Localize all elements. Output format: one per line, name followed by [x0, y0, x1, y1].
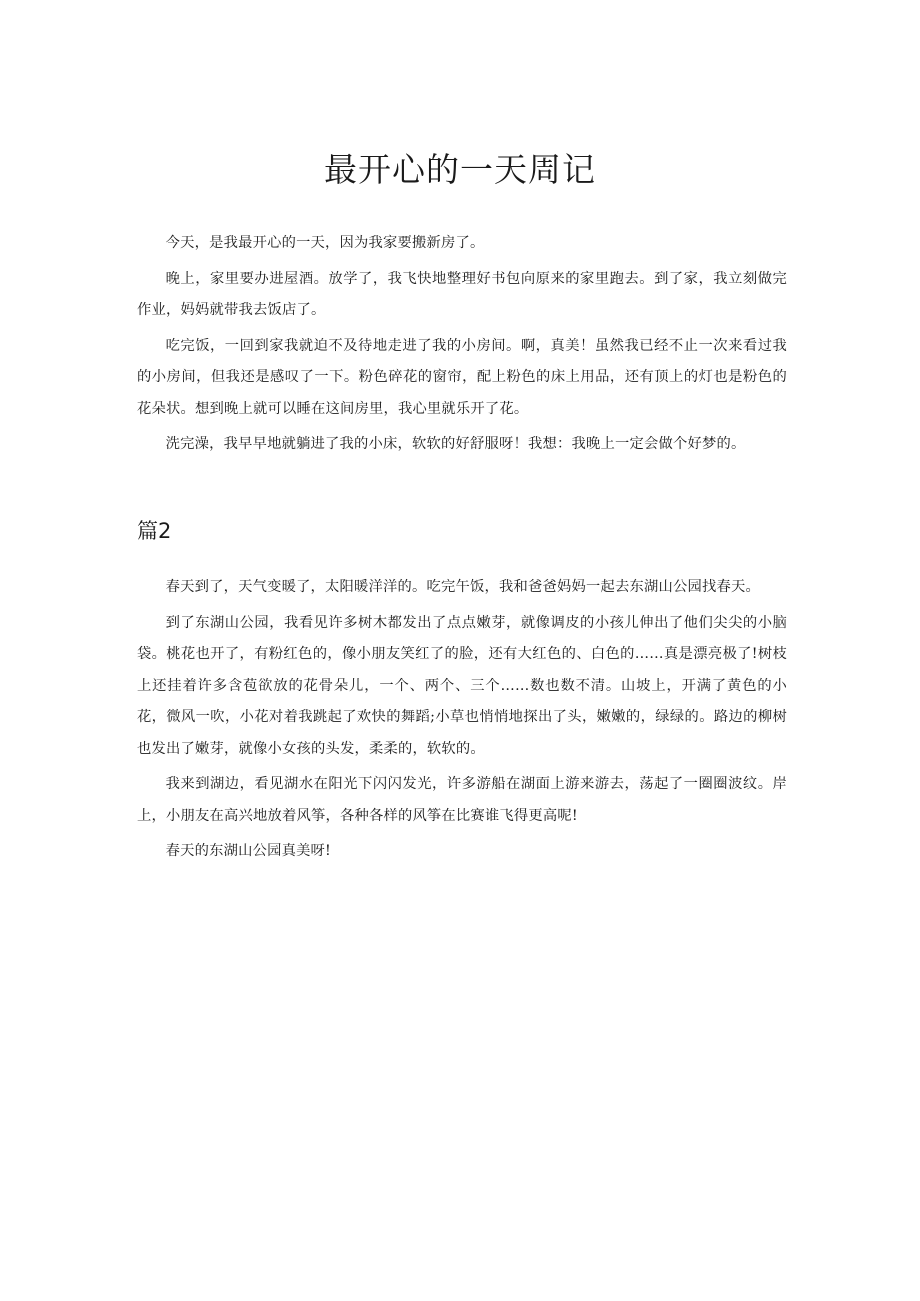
part2-heading: 篇2: [137, 519, 172, 543]
part1-body: [137, 228, 787, 461]
paragraph: 洗完澡，我早早地就躺进了我的小床，软软的好舒服呀！我想：我晚上一定会做个好梦的。: [165, 436, 746, 452]
part2-body: [137, 572, 787, 868]
paragraph: 我来到湖边，看见湖水在阳光下闪闪发光，许多游船在湖面上游来游去，荡起了一圈圈波纹。岸上，小朋友在高兴地放着风筝，各种各样的风筝在比赛谁飞得更高呢!: [137, 776, 787, 824]
paragraph: 今天，是我最开心的一天，因为我家要搬新房了。: [165, 235, 485, 251]
paragraph: 晚上，家里要办进屋酒。放学了，我飞快地整理好书包向原来的家里跑去。到了家，我立刻做完作业，妈妈就带我去饭店了。: [137, 270, 787, 318]
document-title: 最开心的一天周记: [324, 150, 596, 189]
paragraph: 春天到了，天气变暖了，太阳暖洋洋的。吃完午饭，我和爸爸妈妈一起去东湖山公园找春天。: [165, 579, 760, 595]
paragraph: 到了东湖山公园，我看见许多树木都发出了点点嫩芽，就像调皮的小孩儿伸出了他们尖尖的小脑袋。桃花也开了，有粉红色的，像小朋友笑红了的脸，还有大红色的、白色的……真是漂亮极了!树枝上还挂着许多含苞欲放的花骨朵儿，一个、两个、三个……数也数不清。山坡上，开满了黄色的小花，微风一吹，小花对着我跳起了欢快的舞蹈;小草也悄悄地探出了头，嫩嫩的，绿绿的。路边的柳树也发出了嫩芽，就像小女孩的头发，柔柔的，软软的。: [137, 614, 787, 757]
paragraph: 吃完饭，一回到家我就迫不及待地走进了我的小房间。啊，真美！虽然我已经不止一次来看过我的小房间，但我还是感叹了一下。粉色碎花的窗帘，配上粉色的床上用品，还有顶上的灯也是粉色的花朵状。想到晚上就可以睡在这间房里，我心里就乐开了花。: [137, 337, 787, 417]
paragraph: 春天的东湖山公园真美呀!: [165, 843, 332, 859]
